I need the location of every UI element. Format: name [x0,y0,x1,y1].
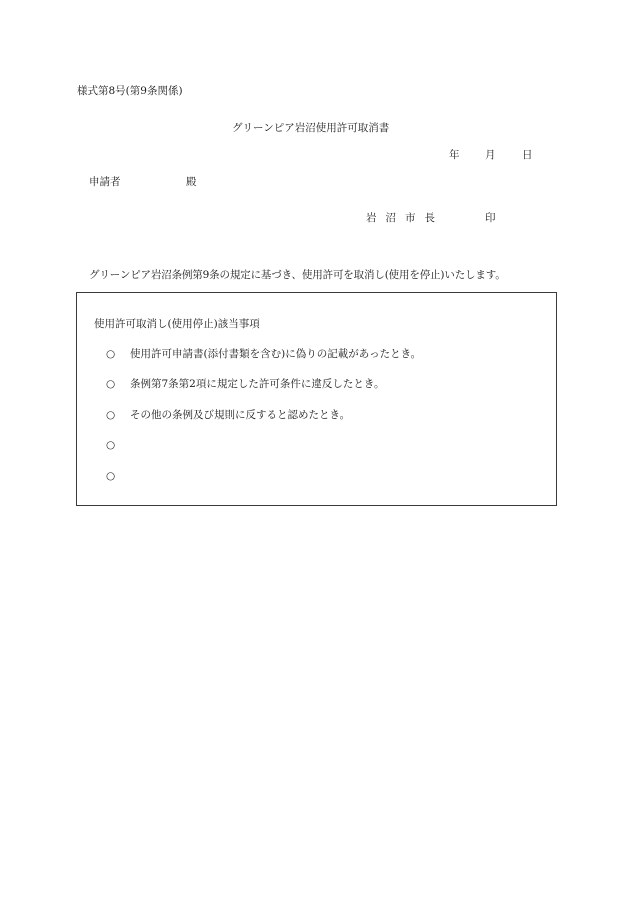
body-statement: グリーンピア岩沼条例第9条の規定に基づき、使用許可を取消し(使用を停止)いたします。 [89,269,506,281]
circle-bullet-icon: ○ [106,378,116,390]
circle-bullet-icon: ○ [106,348,116,360]
reason-item-blank [106,440,130,454]
circle-bullet-icon: ○ [106,409,116,421]
reasons-box [76,292,557,506]
seal-mark: 印 [485,212,496,224]
date-day-label: 日 [522,149,533,161]
document-title: グリーンピア岩沼使用許可取消書 [232,122,390,134]
applicant-honorific: 殿 [186,176,197,188]
reason-text: 使用許可申請書(添付書類を含む)に偽りの記載があったとき。 [130,348,422,360]
reason-item [106,379,384,393]
reason-item [106,410,350,424]
reason-text: その他の条例及び規則に反すると認めたとき。 [130,409,351,421]
reasons-heading: 使用許可取消し(使用停止)該当事項 [94,318,260,330]
date-month-label: 月 [485,149,496,161]
reason-item-blank [106,471,130,485]
reason-text: 条例第7条第2項に規定した許可条件に違反したとき。 [130,378,385,390]
reason-item [106,349,421,363]
circle-bullet-icon: ○ [106,439,116,451]
date-year-label: 年 [449,149,460,161]
applicant-label: 申請者 [89,176,121,188]
circle-bullet-icon: ○ [106,470,116,482]
issuer-title: 岩沼市長 [366,212,444,224]
form-number: 様式第8号(第9条関係) [77,85,183,97]
